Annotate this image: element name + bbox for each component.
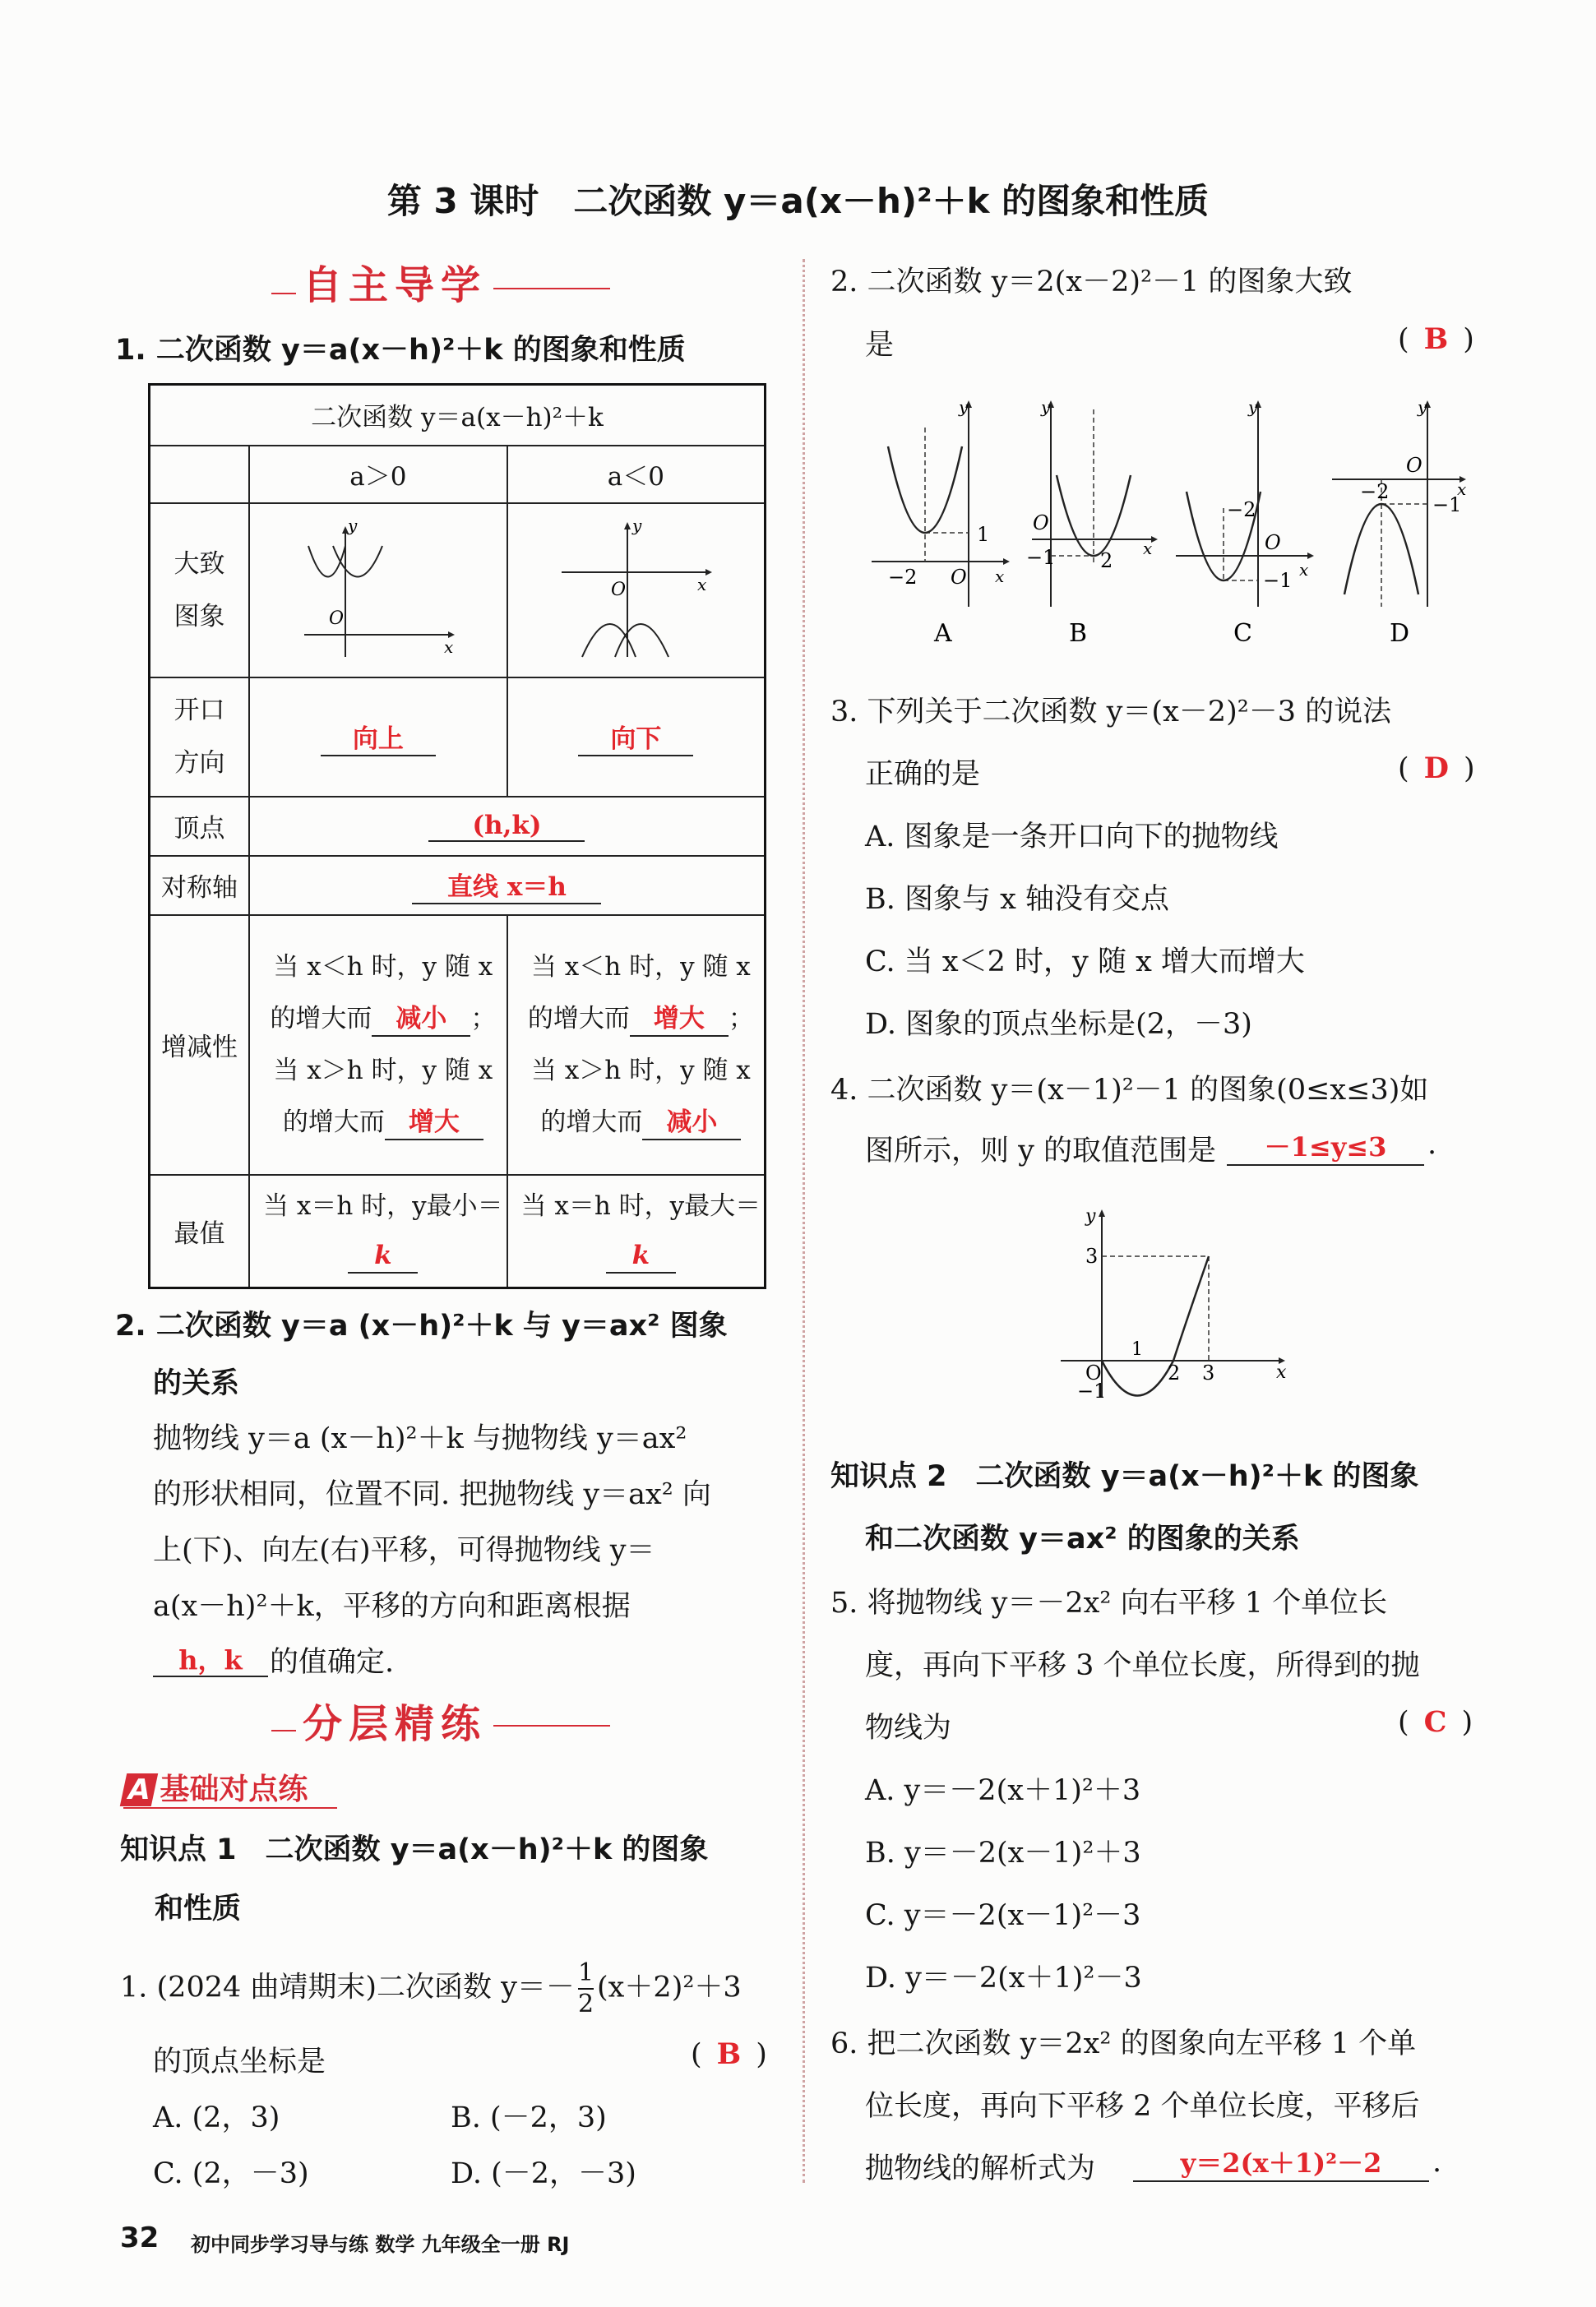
p5-answer-bracket: ( C ) — [1398, 1705, 1473, 1739]
graph-a-positive — [249, 503, 507, 677]
q2-line-3: 上(下)、向左(右)平移，可得抛物线 y＝ — [153, 1534, 655, 1567]
p3-option-d: D. 图象的顶点坐标是(2，－3) — [865, 1008, 1252, 1041]
graph-option-b — [1026, 397, 1158, 648]
p1-option-d: D. (－2，－3) — [451, 2157, 636, 2190]
p4-answer: －1≤y≤3 — [1264, 1131, 1387, 1163]
p3-stem: 3. 下列关于二次函数 y＝(x－2)²－3 的说法 — [830, 696, 1392, 728]
q2-title-line2: 的关系 — [153, 1367, 240, 1400]
p5-option-b: B. y＝－2(x－1)²＋3 — [865, 1837, 1141, 1870]
vertex-answer: (h,k) — [249, 797, 766, 856]
svg-text:x: x — [1457, 479, 1467, 499]
p2-answer-bracket: ( B ) — [1398, 322, 1474, 356]
p2-graph-options — [872, 393, 1488, 656]
knowledge-point-1-line2: 和性质 — [155, 1893, 242, 1926]
p4-stem: 4. 二次函数 y＝(x－1)²－1 的图象(0≤x≤3)如 — [830, 1074, 1429, 1107]
p3-answer-bracket: ( D ) — [1398, 751, 1475, 785]
graph-option-d — [1332, 397, 1466, 648]
p1-answer-bracket: ( B ) — [691, 2037, 767, 2071]
row-label-extreme: 最值 — [150, 1175, 249, 1288]
svg-text:1: 1 — [1131, 1339, 1143, 1360]
svg-text:−2: −2 — [888, 566, 918, 589]
p6-stem-line3: 抛物线的解析式为 — [865, 2152, 1096, 2185]
svg-text:−2: −2 — [1227, 498, 1256, 521]
q2-line-2: 的形状相同，位置不同. 把抛物线 y＝ax² 向 — [153, 1478, 711, 1511]
svg-text:−1: −1 — [1263, 569, 1293, 592]
p4-graph — [1052, 1200, 1299, 1406]
p5-stem-line2: 度，再向下平移 3 个单位长度，所得到的抛 — [865, 1649, 1420, 1682]
p3-option-c: C. 当 x＜2 时，y 随 x 增大而增大 — [865, 945, 1305, 978]
graph-label-c: C — [1233, 619, 1252, 648]
level-tag-text: 基础对点练 — [160, 1773, 308, 1806]
p4-period: . — [1427, 1128, 1437, 1161]
column-divider — [803, 259, 805, 2183]
extreme-a-positive: 当 x＝h 时，y最小＝ k — [249, 1175, 507, 1288]
q2-line-4: a(x－h)²＋k，平移的方向和距离根据 — [153, 1590, 631, 1623]
row-label-graph: 大致图象 — [150, 503, 249, 677]
row-label-axis: 对称轴 — [150, 856, 249, 915]
graph-a-negative — [507, 503, 766, 677]
section-underline-2 — [493, 1725, 610, 1727]
svg-text:y: y — [632, 515, 642, 535]
svg-text:−2: −2 — [1360, 480, 1390, 503]
graph-option-a — [872, 397, 1010, 648]
section-heading-self-study: 自主导学 — [303, 262, 488, 308]
graph-label-d: D — [1390, 619, 1410, 648]
svg-text:1: 1 — [977, 523, 990, 546]
svg-text:−1: −1 — [1026, 546, 1056, 569]
svg-text:O: O — [611, 579, 627, 600]
p5-option-a: A. y＝－2(x＋1)²＋3 — [865, 1774, 1141, 1807]
p6-stem: 6. 把二次函数 y＝2x² 的图象向左平移 1 个单 — [830, 2027, 1417, 2060]
svg-text:x: x — [1299, 560, 1309, 580]
p5-stem: 5. 将抛物线 y＝－2x² 向右平移 1 个单位长 — [830, 1587, 1388, 1620]
knowledge-point-2-line2: 和二次函数 y＝ax² 的图象的关系 — [865, 1523, 1300, 1556]
graph-option-c — [1176, 397, 1314, 648]
knowledge-point-1: 知识点 1 二次函数 y＝a(x－h)²＋k 的图象 — [120, 1833, 709, 1866]
p1-option-a: A. (2，3) — [153, 2101, 280, 2134]
q2-answer-line — [153, 1676, 268, 1677]
p4-answer-line — [1227, 1164, 1424, 1166]
svg-text:x: x — [1276, 1362, 1287, 1383]
footer-book-title: 初中同步学习导与练 数学 九年级全一册 RJ — [191, 2233, 570, 2256]
col-a-negative: a＜0 — [507, 446, 766, 503]
extreme-a-negative: 当 x＝h 时，y最大＝ k — [507, 1175, 766, 1288]
parabola-up-graph — [296, 513, 460, 661]
svg-text:y: y — [959, 397, 969, 417]
svg-text:x: x — [697, 574, 707, 594]
properties-table — [148, 383, 766, 1289]
graph-label-b: B — [1069, 619, 1088, 648]
svg-text:O: O — [951, 566, 967, 589]
q2-line-1: 抛物线 y＝a (x－h)²＋k 与抛物线 y＝ax² — [153, 1422, 687, 1455]
section-underline-2-left — [271, 1730, 296, 1731]
svg-text:y: y — [1248, 397, 1258, 417]
p6-period: . — [1432, 2146, 1442, 2179]
svg-text:3: 3 — [1085, 1245, 1099, 1268]
section-underline-left — [271, 293, 296, 294]
svg-text:x: x — [443, 636, 454, 657]
p1-stem: 1. (2024 曲靖期末)二次函数 y＝－ $\frac{1}{2}$ (x＋2)²＋3 — [120, 1958, 742, 2018]
svg-text:2: 2 — [1100, 549, 1113, 572]
graph-label-a: A — [934, 619, 952, 648]
svg-text:x: x — [995, 566, 1005, 586]
q2-answer: h，k — [178, 1644, 243, 1676]
p6-answer: y＝2(x＋1)²－2 — [1180, 2147, 1382, 2179]
opening-a-negative: 向下 — [507, 677, 766, 797]
svg-text:O: O — [1033, 511, 1049, 534]
parabola-down-graph — [553, 513, 718, 661]
svg-text:−1: −1 — [1432, 493, 1462, 516]
svg-text:y: y — [1085, 1206, 1096, 1227]
svg-text:3: 3 — [1202, 1362, 1215, 1385]
monotonic-a-negative: 当 x＜h 时，y 随 x 的增大而 增大 ； 当 x＞h 时，y 随 x 的增大而 减小 — [507, 915, 766, 1175]
p1-stem-line2: 的顶点坐标是 — [153, 2046, 326, 2078]
svg-text:O: O — [1265, 531, 1281, 554]
svg-text:2: 2 — [1168, 1362, 1181, 1385]
p4-stem-line2: 图所示，则 y 的取值范围是 — [865, 1135, 1217, 1167]
p2-stem: 2. 二次函数 y＝2(x－2)²－1 的图象大致 — [830, 266, 1353, 298]
p5-option-c: C. y＝－2(x－1)²－3 — [865, 1899, 1141, 1932]
p1-option-c: C. (2，－3) — [153, 2157, 309, 2190]
p3-stem-line2: 正确的是 — [865, 758, 981, 791]
page-title: 第 3 课时 二次函数 y＝a(x－h)²＋k 的图象和性质 — [386, 181, 1210, 221]
p1-option-b: B. (－2，3) — [451, 2101, 607, 2134]
p3-option-b: B. 图象与 x 轴没有交点 — [865, 883, 1169, 916]
axis-answer: 直线 x＝h — [249, 856, 766, 915]
svg-text:O: O — [328, 608, 344, 629]
svg-text:y: y — [1041, 397, 1051, 417]
knowledge-point-2: 知识点 2 二次函数 y＝a(x－h)²＋k 的图象 — [830, 1460, 1419, 1493]
svg-text:y: y — [1418, 397, 1427, 417]
monotonic-a-positive: 当 x＜h 时，y 随 x 的增大而 减小 ； 当 x＞h 时，y 随 x 的增大而 增大 — [249, 915, 507, 1175]
q2-title: 2. 二次函数 y＝a (x－h)²＋k 与 y＝ax² 图象 — [115, 1310, 728, 1343]
p5-option-d: D. y＝－2(x＋1)²－3 — [865, 1962, 1142, 1995]
svg-text:−1: −1 — [1077, 1380, 1107, 1403]
row-label-opening: 开口方向 — [150, 677, 249, 797]
level-tag-underline — [123, 1807, 337, 1809]
page-number: 32 — [120, 2221, 160, 2254]
p5-stem-line3: 物线为 — [865, 1712, 952, 1745]
p3-option-a: A. 图象是一条开口向下的抛物线 — [865, 821, 1279, 853]
table-header: 二次函数 y＝a(x－h)²＋k — [150, 385, 766, 446]
level-a-badge: A — [120, 1773, 159, 1806]
row-label-vertex: 顶点 — [150, 797, 249, 856]
row-label-monotonic: 增减性 — [150, 915, 249, 1175]
level-tag — [123, 1766, 308, 1808]
table-empty-cell — [150, 446, 249, 503]
section-underline — [493, 288, 610, 289]
section-heading-practice: 分层精练 — [303, 1701, 488, 1747]
p6-stem-line2: 位长度，再向下平移 2 个单位长度，平移后 — [865, 2090, 1420, 2123]
q2-tail: 的值确定. — [270, 1646, 395, 1679]
svg-text:O: O — [1406, 454, 1423, 477]
opening-a-positive: 向上 — [249, 677, 507, 797]
svg-text:y: y — [347, 515, 358, 535]
col-a-positive: a＞0 — [249, 446, 507, 503]
svg-text:O: O — [1085, 1362, 1102, 1385]
q1-title: 1. 二次函数 y＝a(x－h)²＋k 的图象和性质 — [115, 334, 686, 367]
svg-text:x: x — [1143, 539, 1153, 558]
p2-stem-line2: 是 — [865, 329, 895, 362]
p6-answer-line — [1133, 2180, 1429, 2182]
